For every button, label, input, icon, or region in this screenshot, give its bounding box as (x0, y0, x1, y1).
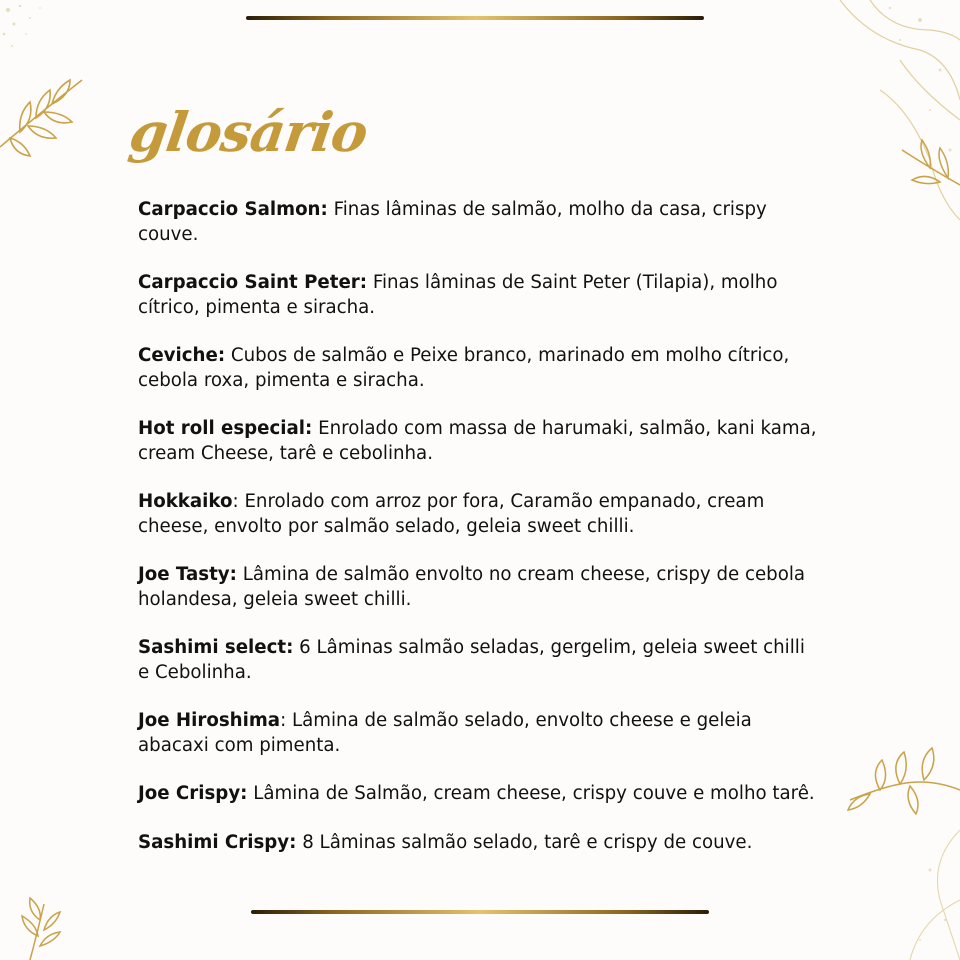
bottom-left-leaf-branch-icon (0, 890, 100, 960)
entry-name: Joe Hiroshima (138, 710, 281, 731)
entry-description: Finas lâminas de salmão, molho da casa, crispy couve. (138, 199, 767, 245)
entry-name: Hokkaiko (138, 491, 233, 512)
entry-description: 8 Lâminas salmão selado, tarê e crispy de couve. (296, 831, 753, 853)
bottom-right-gold-marble-icon (840, 720, 960, 960)
top-left-leaf-branch-icon (0, 62, 90, 172)
entry-name: Joe Tasty: (138, 564, 237, 585)
entry-name: Carpaccio Saint Peter: (138, 272, 368, 293)
entry-description: Cubos de salmão e Peixe branco, marinado em molho cítrico, cebola roxa, pimenta e siracha. (138, 345, 790, 391)
entry-description: Lâmina de Salmão, cream cheese, crispy couve e molho tarê. (247, 783, 815, 804)
entry-name: Sashimi Crispy: (138, 831, 297, 853)
glossary-entry (138, 271, 818, 320)
glossary-entry (138, 782, 818, 807)
entry-description: : Enrolado com arroz por fora, Caramão empanado, cream cheese, envolto por salmão selado, geleia sweet chilli. (138, 491, 765, 537)
glossary-entry (138, 831, 818, 856)
top-left-gold-splatter-icon (0, 0, 120, 120)
glossary-entry (138, 490, 818, 539)
entry-name: Joe Crispy: (138, 783, 248, 804)
top-gold-divider (246, 16, 704, 20)
entry-name: Sashimi select: (138, 637, 294, 658)
bottom-gold-divider (251, 910, 709, 914)
entry-description: Enrolado com massa de harumaki, salmão, kani kama, cream Cheese, tarê e cebolinha. (138, 418, 817, 464)
glossary-entry (138, 417, 818, 466)
glossary-entry (138, 709, 818, 758)
entry-description: Finas lâminas de Saint Peter (Tilapia), molho cítrico, pimenta e siracha. (138, 272, 778, 318)
glossary-list (138, 198, 818, 879)
entry-description: : Lâmina de salmão selado, envolto cheese e geleia abacaxi com pimenta. (138, 710, 752, 756)
entry-name: Carpaccio Salmon: (138, 199, 328, 220)
entry-name: Ceviche: (138, 345, 226, 366)
glossary-entry (138, 563, 818, 612)
entry-description: Lâmina de salmão envolto no cream cheese, crispy de cebola holandesa, geleia sweet chilli. (138, 564, 806, 610)
glossary-entry (138, 636, 818, 685)
entry-name: Hot roll especial: (138, 418, 313, 439)
glossary-entry (138, 198, 818, 247)
glossary-entry (138, 344, 818, 393)
page-title: glosário (125, 100, 372, 164)
entry-description: 6 Lâminas salmão seladas, gergelim, geleia sweet chilli e Cebolinha. (138, 637, 805, 683)
